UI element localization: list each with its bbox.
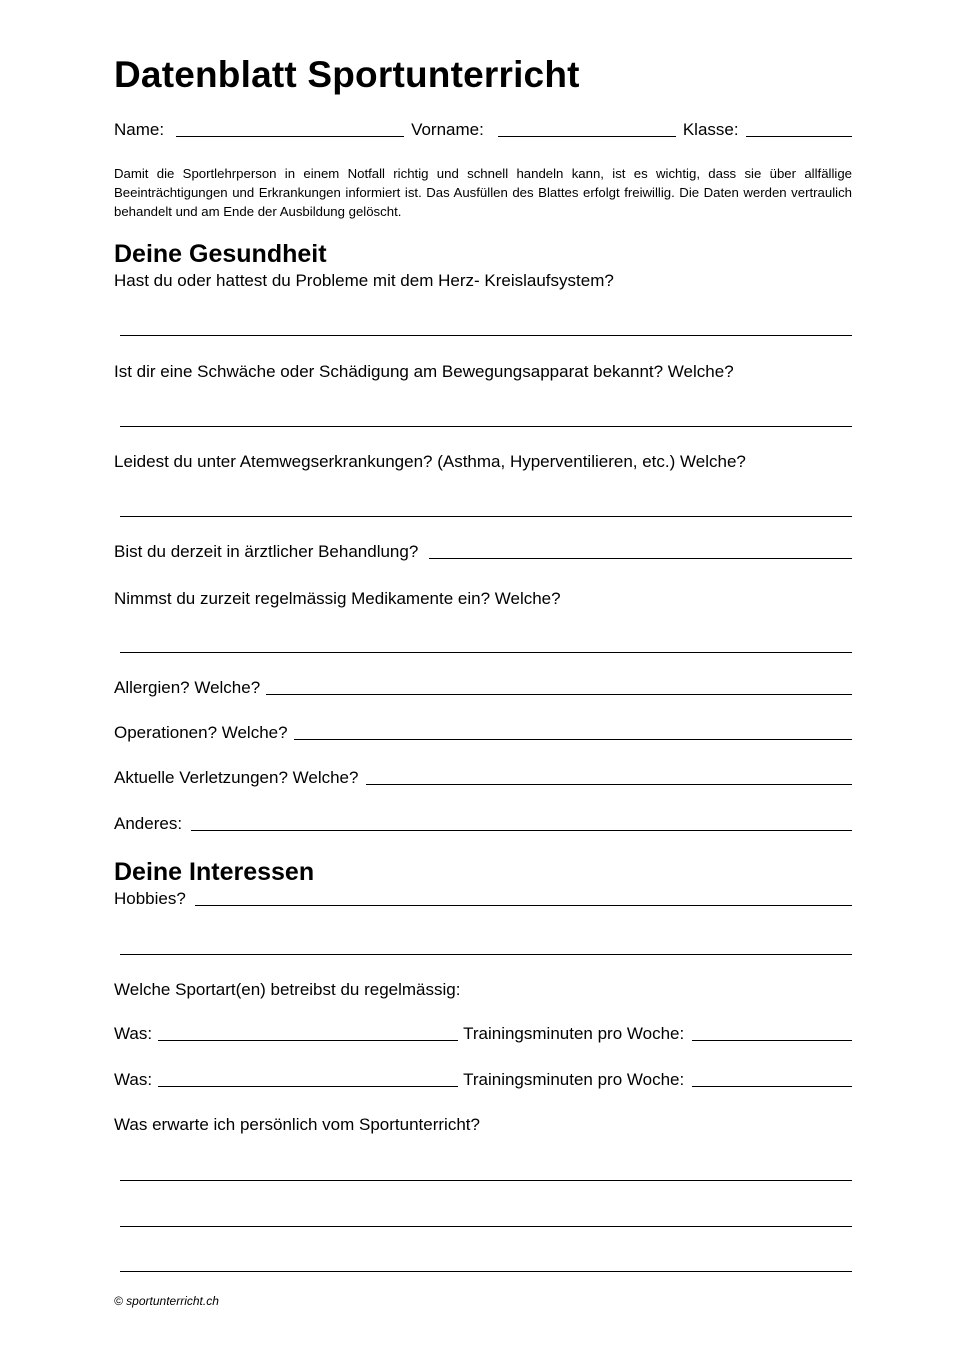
health-heading: Deine Gesundheit	[114, 240, 327, 268]
answer-line-movement[interactable]	[120, 425, 852, 427]
page-title: Datenblatt Sportunterricht	[114, 54, 580, 95]
sport-what-label: Was:	[114, 1070, 153, 1089]
allergies-row	[114, 678, 852, 698]
klasse-field[interactable]	[746, 135, 852, 137]
question-movement: Ist dir eine Schwäche oder Schädigung am Bewegungsapparat bekannt? Welche?	[114, 362, 734, 381]
answer-line-allergies[interactable]	[266, 693, 852, 695]
sport-row-1	[114, 1024, 852, 1044]
intro-text: Damit die Sportlehrperson in einem Notfall richtig und schnell handeln kann, ist es wichtig, dass sie über allfällige Beeinträchtigungen und Erkrankungen informiert ist. Das Ausfüllen des Blattes erfolgt freiwillig. Die Daten werden vertraulich behandelt und am Ende der Ausbildung gelöscht.	[114, 166, 852, 219]
question-heart: Hast du oder hattest du Probleme mit dem Herz- Kreislaufsystem?	[114, 271, 614, 290]
sport-what-field[interactable]	[158, 1039, 458, 1041]
answer-line-respiratory[interactable]	[120, 515, 852, 517]
question-injuries: Aktuelle Verletzungen? Welche?	[114, 768, 359, 787]
klasse-label: Klasse:	[682, 120, 739, 139]
sport-minutes-field[interactable]	[692, 1039, 852, 1041]
answer-line-other[interactable]	[191, 829, 852, 831]
sport-minutes-field[interactable]	[692, 1085, 852, 1087]
sport-what-label: Was:	[114, 1024, 153, 1043]
question-allergies: Allergien? Welche?	[114, 678, 261, 697]
personal-info-row	[114, 120, 852, 140]
interests-heading: Deine Interessen	[114, 858, 315, 886]
name-field[interactable]	[176, 135, 404, 137]
answer-line-expectations-3[interactable]	[120, 1270, 852, 1272]
answer-line-expectations-1[interactable]	[120, 1179, 852, 1181]
vorname-label: Vorname:	[411, 120, 484, 139]
operations-row	[114, 723, 852, 743]
injuries-row	[114, 768, 852, 788]
other-row	[114, 814, 852, 834]
question-sports: Welche Sportart(en) betreibst du regelmässig:	[114, 980, 461, 999]
answer-line-expectations-2[interactable]	[120, 1225, 852, 1227]
question-operations: Operationen? Welche?	[114, 723, 288, 742]
question-medication: Nimmst du zurzeit regelmässig Medikamente ein? Welche?	[114, 589, 561, 608]
answer-line-hobbies-2[interactable]	[120, 953, 852, 955]
question-respiratory: Leidest du unter Atemwegserkrankungen? (Asthma, Hyperventilieren, etc.) Welche?	[114, 452, 746, 471]
answer-line-heart[interactable]	[120, 334, 852, 336]
sport-minutes-label: Trainingsminuten pro Woche:	[463, 1024, 685, 1043]
treatment-row	[114, 542, 852, 562]
question-other: Anderes:	[114, 814, 183, 833]
sport-row-2	[114, 1070, 852, 1090]
question-hobbies: Hobbies?	[114, 889, 186, 908]
answer-line-hobbies[interactable]	[195, 904, 852, 906]
sport-what-field[interactable]	[158, 1085, 458, 1087]
answer-line-operations[interactable]	[294, 738, 852, 740]
question-treatment: Bist du derzeit in ärztlicher Behandlung?	[114, 542, 419, 561]
footer-copyright: © sportunterricht.ch	[114, 1294, 219, 1308]
sport-minutes-label: Trainingsminuten pro Woche:	[463, 1070, 685, 1089]
question-expectations: Was erwarte ich persönlich vom Sportunterricht?	[114, 1115, 480, 1134]
vorname-field[interactable]	[498, 135, 676, 137]
hobbies-row	[114, 889, 852, 909]
name-label: Name:	[114, 120, 165, 139]
answer-line-injuries[interactable]	[366, 783, 852, 785]
answer-line-medication[interactable]	[120, 651, 852, 653]
answer-line-treatment[interactable]	[429, 557, 852, 559]
